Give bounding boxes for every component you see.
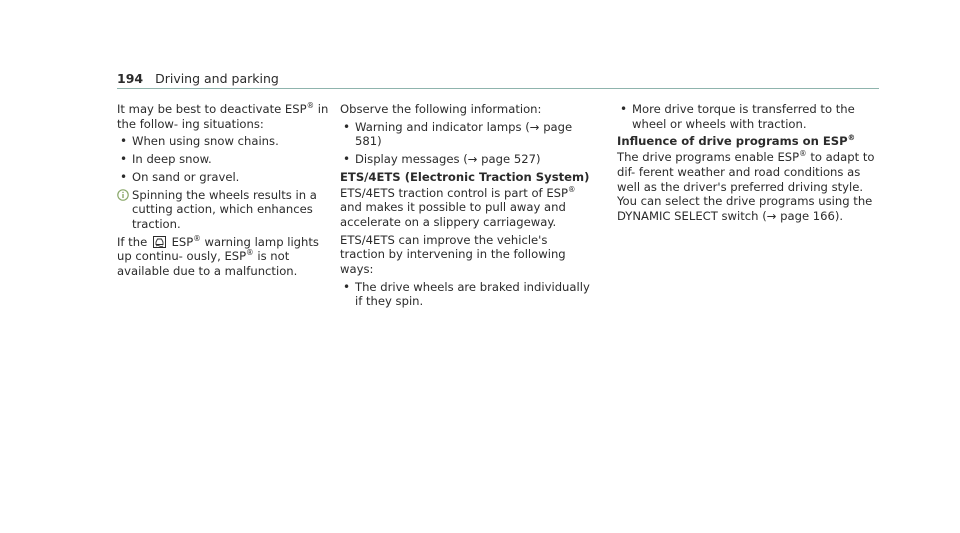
paragraph-observe: Observe the following information:: [340, 102, 542, 116]
ets-ways-list-continued: [617, 102, 879, 131]
paragraph-deactivate-esp: It may be best to deactivate ESP® in the follow- ing situations:: [117, 101, 329, 131]
paragraph-ets-description: ETS/4ETS traction control is part of ESP® and makes it possible to pull away and accelerate on a slippery carriageway.: [340, 184, 576, 229]
info-icon: [117, 189, 129, 201]
list-item: • On sand or gravel.: [117, 170, 335, 185]
list-item: • Warning and indicator lamps (→ page 581): [340, 120, 595, 149]
column-1: [117, 102, 335, 282]
paragraph-warning-lamp: If the ESP® warning lamp lights up continu- ously, ESP® is not available due to a malfunction.: [117, 233, 319, 279]
section-heading-drive-programs: Influence of drive programs on ESP®: [617, 133, 856, 149]
reference-list: [340, 120, 595, 167]
paragraph-ets-improve: ETS/4ETS can improve the vehicle's traction by intervening in the following ways:: [340, 232, 566, 277]
list-item: • More drive torque is transferred to the wheel or wheels with traction.: [617, 102, 879, 131]
list-item: • The drive wheels are braked individually if they spin.: [340, 280, 595, 309]
paragraph-drive-programs: The drive programs enable ESP® to adapt to dif- ferent weather and road conditions as well as the driver's preferred driving style. You can select the drive programs using the DYNAMIC SELECT switch (→ page 166).: [617, 149, 875, 223]
column-3: [617, 102, 879, 227]
ets-ways-list: [340, 280, 595, 309]
section-title: Driving and parking: [155, 71, 279, 86]
situations-list: [117, 134, 335, 184]
page-number: 194: [117, 71, 144, 86]
page-header: [117, 71, 279, 86]
section-heading-ets: ETS/4ETS (Electronic Traction System): [340, 169, 590, 184]
esp-warning-lamp-icon: [153, 236, 166, 248]
list-item: • When using snow chains.: [117, 134, 335, 149]
list-item: • Display messages (→ page 527): [340, 152, 595, 167]
note-text: Spinning the wheels results in a cutting action, which enhances traction.: [132, 187, 317, 231]
note: [117, 188, 335, 232]
column-2: [340, 102, 595, 312]
list-item: • In deep snow.: [117, 152, 335, 167]
header-divider: [117, 88, 879, 89]
